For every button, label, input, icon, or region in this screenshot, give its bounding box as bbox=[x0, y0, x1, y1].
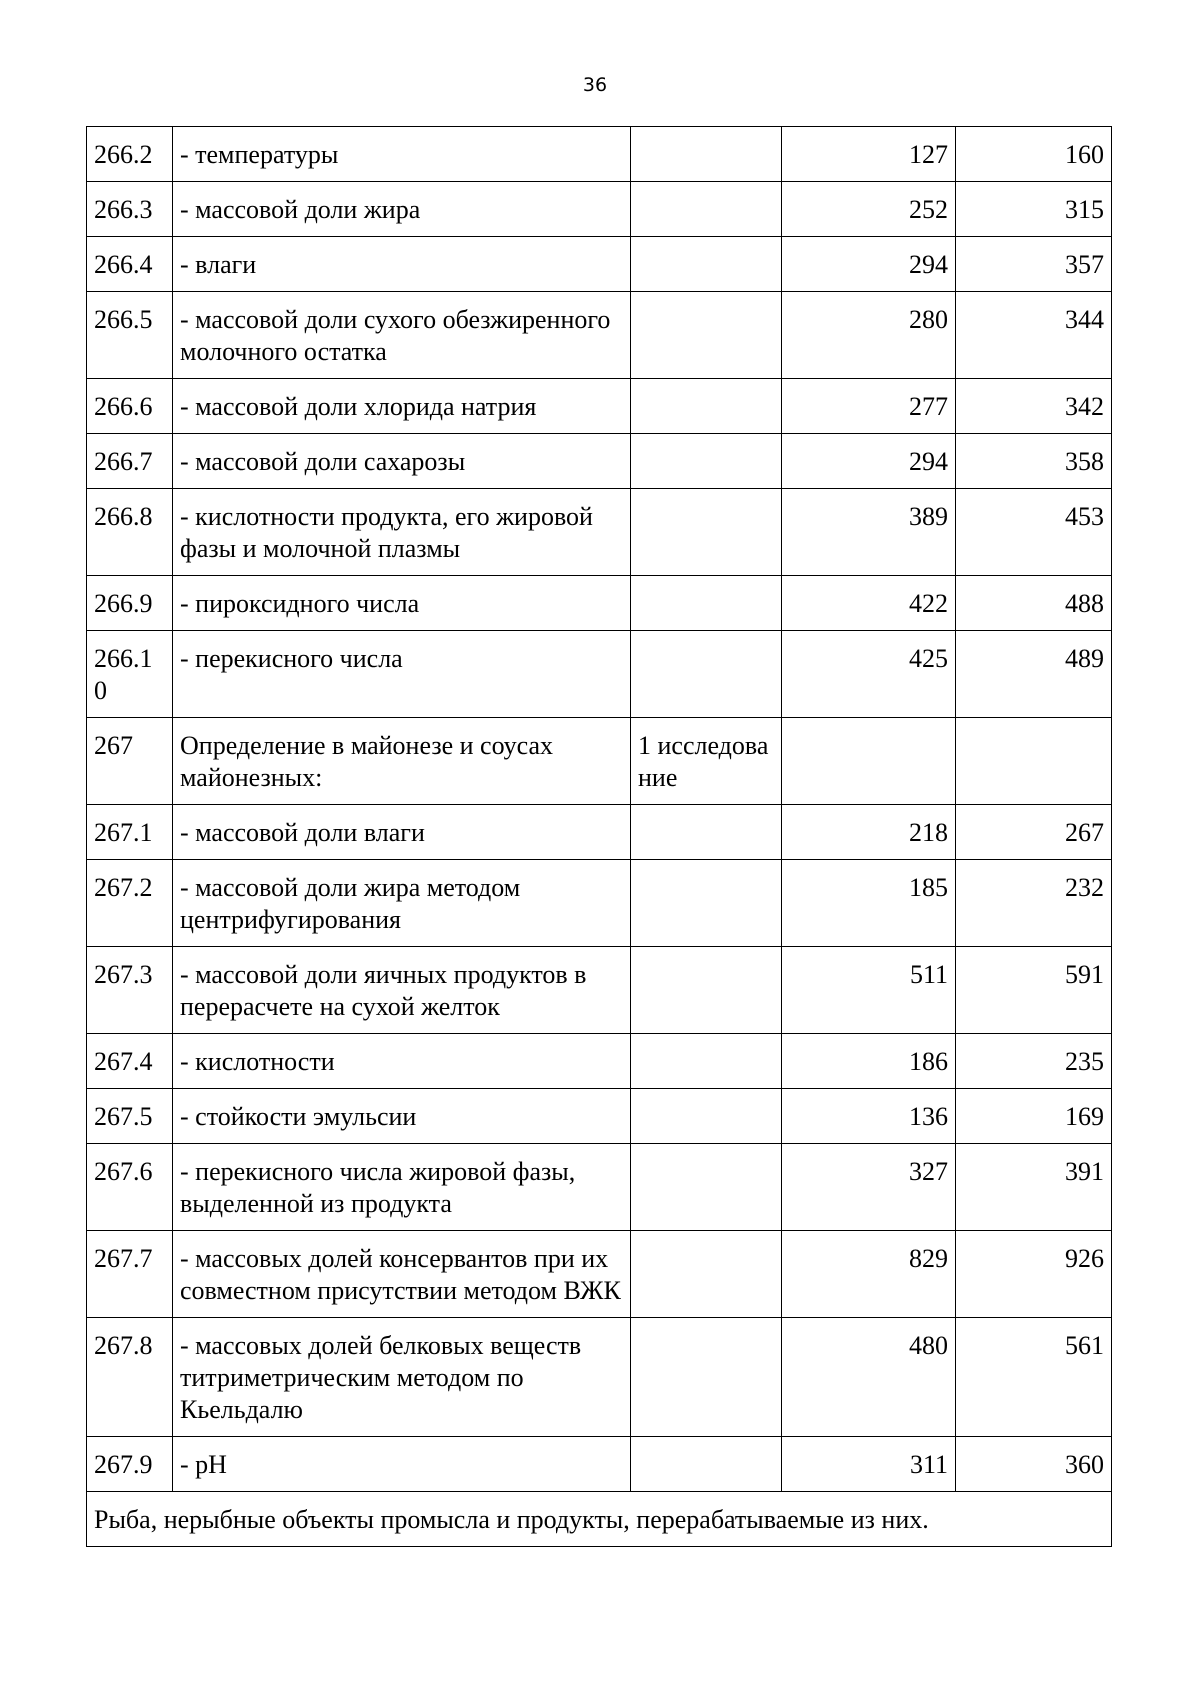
table-row bbox=[87, 434, 1112, 489]
row-number: 267.1 bbox=[87, 805, 173, 860]
table-row bbox=[87, 1318, 1112, 1437]
page-number: 36 bbox=[582, 74, 608, 96]
table-row bbox=[87, 182, 1112, 237]
row-price-2: 315 bbox=[956, 182, 1112, 237]
row-unit bbox=[631, 1034, 782, 1089]
table-row bbox=[87, 127, 1112, 182]
row-price-2: 169 bbox=[956, 1089, 1112, 1144]
row-unit bbox=[631, 805, 782, 860]
row-unit bbox=[631, 947, 782, 1034]
row-price-2: 453 bbox=[956, 489, 1112, 576]
row-price-2: 926 bbox=[956, 1231, 1112, 1318]
row-price-1: 294 bbox=[782, 237, 956, 292]
row-price-2: 235 bbox=[956, 1034, 1112, 1089]
row-unit bbox=[631, 237, 782, 292]
row-price-1: 480 bbox=[782, 1318, 956, 1437]
row-number: 267.5 bbox=[87, 1089, 173, 1144]
row-price-2: 267 bbox=[956, 805, 1112, 860]
row-price-1: 127 bbox=[782, 127, 956, 182]
row-price-1: 389 bbox=[782, 489, 956, 576]
table-row bbox=[87, 860, 1112, 947]
row-name: - массовой доли влаги bbox=[173, 805, 631, 860]
table-body bbox=[87, 127, 1112, 1547]
row-price-2: 591 bbox=[956, 947, 1112, 1034]
row-price-1 bbox=[782, 718, 956, 805]
row-unit bbox=[631, 292, 782, 379]
table-row bbox=[87, 1437, 1112, 1492]
row-unit bbox=[631, 631, 782, 718]
row-unit bbox=[631, 860, 782, 947]
row-unit bbox=[631, 489, 782, 576]
row-name: - pH bbox=[173, 1437, 631, 1492]
row-unit bbox=[631, 1318, 782, 1437]
section-heading: Рыба, нерыбные объекты промысла и продукты, перерабатываемые из них. bbox=[87, 1492, 1112, 1547]
table-row bbox=[87, 576, 1112, 631]
table-row bbox=[87, 1144, 1112, 1231]
table-row bbox=[87, 1089, 1112, 1144]
row-number: 267.4 bbox=[87, 1034, 173, 1089]
row-price-1: 829 bbox=[782, 1231, 956, 1318]
section-row bbox=[87, 1492, 1112, 1547]
row-price-1: 422 bbox=[782, 576, 956, 631]
row-price-1: 327 bbox=[782, 1144, 956, 1231]
row-name: - массовых долей консервантов при их совместном присутствии методом ВЖК bbox=[173, 1231, 631, 1318]
table-row bbox=[87, 947, 1112, 1034]
table-row bbox=[87, 1034, 1112, 1089]
table-row bbox=[87, 237, 1112, 292]
row-number: 266.4 bbox=[87, 237, 173, 292]
row-price-2: 360 bbox=[956, 1437, 1112, 1492]
row-price-1: 425 bbox=[782, 631, 956, 718]
row-number: 266.6 bbox=[87, 379, 173, 434]
table-row bbox=[87, 489, 1112, 576]
row-name: - пироксидного числа bbox=[173, 576, 631, 631]
row-price-2: 232 bbox=[956, 860, 1112, 947]
row-number: 266.10 bbox=[87, 631, 173, 718]
table-row bbox=[87, 1231, 1112, 1318]
row-price-1: 185 bbox=[782, 860, 956, 947]
row-price-1: 218 bbox=[782, 805, 956, 860]
row-name: - массовой доли сухого обезжиренного молочного остатка bbox=[173, 292, 631, 379]
row-number: 266.9 bbox=[87, 576, 173, 631]
row-name: - массовой доли жира bbox=[173, 182, 631, 237]
row-unit bbox=[631, 127, 782, 182]
row-name: - массовой доли жира методом центрифугирования bbox=[173, 860, 631, 947]
row-number: 267.8 bbox=[87, 1318, 173, 1437]
row-price-1: 511 bbox=[782, 947, 956, 1034]
row-price-2: 358 bbox=[956, 434, 1112, 489]
row-number: 266.2 bbox=[87, 127, 173, 182]
row-price-2: 344 bbox=[956, 292, 1112, 379]
row-name: - массовых долей белковых веществ титриметрическим методом по Кьельдалю bbox=[173, 1318, 631, 1437]
row-price-2: 561 bbox=[956, 1318, 1112, 1437]
row-unit bbox=[631, 576, 782, 631]
row-price-1: 186 bbox=[782, 1034, 956, 1089]
row-name: - перекисного числа bbox=[173, 631, 631, 718]
row-number: 267.9 bbox=[87, 1437, 173, 1492]
row-name: - перекисного числа жировой фазы, выделенной из продукта bbox=[173, 1144, 631, 1231]
row-price-1: 277 bbox=[782, 379, 956, 434]
table-row bbox=[87, 292, 1112, 379]
row-price-2: 489 bbox=[956, 631, 1112, 718]
row-unit bbox=[631, 1089, 782, 1144]
row-price-1: 311 bbox=[782, 1437, 956, 1492]
row-number: 267.7 bbox=[87, 1231, 173, 1318]
row-unit: 1 исследование bbox=[631, 718, 782, 805]
row-unit bbox=[631, 379, 782, 434]
table-row bbox=[87, 718, 1112, 805]
row-name: - влаги bbox=[173, 237, 631, 292]
row-price-2: 342 bbox=[956, 379, 1112, 434]
row-name: - массовой доли хлорида натрия bbox=[173, 379, 631, 434]
row-unit bbox=[631, 434, 782, 489]
row-price-1: 136 bbox=[782, 1089, 956, 1144]
row-price-2: 391 bbox=[956, 1144, 1112, 1231]
row-price-1: 252 bbox=[782, 182, 956, 237]
price-table bbox=[86, 126, 1112, 1547]
row-price-1: 280 bbox=[782, 292, 956, 379]
row-price-2: 160 bbox=[956, 127, 1112, 182]
row-number: 267.2 bbox=[87, 860, 173, 947]
row-name: - температуры bbox=[173, 127, 631, 182]
table-row bbox=[87, 379, 1112, 434]
row-unit bbox=[631, 1144, 782, 1231]
row-number: 267.3 bbox=[87, 947, 173, 1034]
row-price-2 bbox=[956, 718, 1112, 805]
row-price-2: 488 bbox=[956, 576, 1112, 631]
row-price-1: 294 bbox=[782, 434, 956, 489]
row-number: 266.7 bbox=[87, 434, 173, 489]
row-number: 267 bbox=[87, 718, 173, 805]
row-name: Определение в майонезе и соусах майонезных: bbox=[173, 718, 631, 805]
row-number: 266.8 bbox=[87, 489, 173, 576]
row-name: - массовой доли сахарозы bbox=[173, 434, 631, 489]
row-price-2: 357 bbox=[956, 237, 1112, 292]
row-name: - кислотности продукта, его жировой фазы и молочной плазмы bbox=[173, 489, 631, 576]
row-number: 267.6 bbox=[87, 1144, 173, 1231]
table-row bbox=[87, 631, 1112, 718]
row-name: - кислотности bbox=[173, 1034, 631, 1089]
row-name: - стойкости эмульсии bbox=[173, 1089, 631, 1144]
row-unit bbox=[631, 182, 782, 237]
table-row bbox=[87, 805, 1112, 860]
row-unit bbox=[631, 1437, 782, 1492]
row-number: 266.5 bbox=[87, 292, 173, 379]
row-number: 266.3 bbox=[87, 182, 173, 237]
row-name: - массовой доли яичных продуктов в перерасчете на сухой желток bbox=[173, 947, 631, 1034]
row-unit bbox=[631, 1231, 782, 1318]
